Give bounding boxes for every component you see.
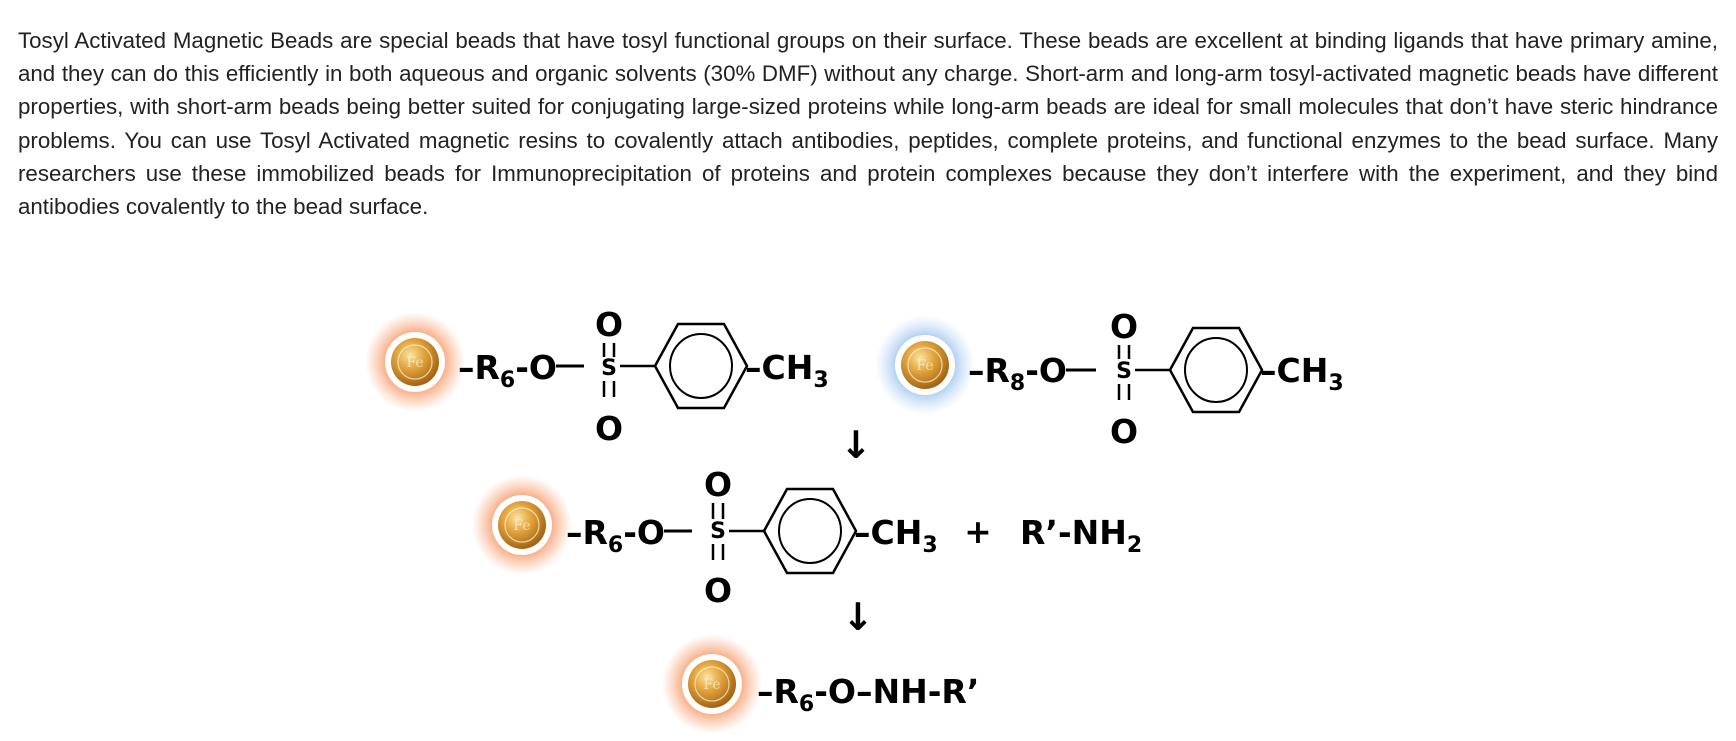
fe-label: Fe <box>406 355 424 371</box>
oxygen-top-2: O <box>1109 307 1139 346</box>
reaction-arrow-1: ↓ <box>840 423 872 467</box>
oxygen-bottom-2: O <box>1109 412 1139 451</box>
oxygen-bottom-1: O <box>594 409 624 448</box>
amine-reagent: $R’-NH_2$ <box>1020 513 1143 558</box>
fe-label: Fe <box>513 518 531 534</box>
long-arm-linker: $-R_8-O$ <box>968 351 1067 396</box>
methyl-3: $-CH_3$ <box>854 513 938 558</box>
short-arm-linker-2: $-R_6-O$ <box>566 513 665 558</box>
product-linker: $-R_6-O-NH-R$’ <box>757 672 980 717</box>
plus-sign: + <box>964 512 992 551</box>
benzene-ring-1 <box>655 324 747 408</box>
oxygen-top-3: O <box>703 465 733 504</box>
description-paragraph: Tosyl Activated Magnetic Beads are special beads that have tosyl functional groups on their surface. These beads are excellent at binding ligands that have primary amine, and they can do this efficiently in both aqueous and organic solvents (30% DMF) without any charge. Short-arm and long-arm tosyl-activated magnetic beads have different properties, with short-arm beads being better suited for conjugating large-sized proteins while long-arm beads are ideal for small molecules that don’t have steric hindrance problems. You can use Tosyl Activated magnetic resins to covalently attach antibodies, peptides, complete proteins, and functional enzymes to the bead surface. Many researchers use these immobilized beads for Immunoprecipitation of proteins and protein complexes because they don’t interfere with the experiment, and they bind antibodies covalently to the bead surface. <box>18 28 1718 220</box>
sulfur-1: S <box>601 356 617 381</box>
oxygen-bottom-3: O <box>703 571 733 610</box>
reaction-arrow-2: ↓ <box>842 595 874 639</box>
fe-label: Fe <box>703 677 721 693</box>
short-arm-linker-1: $-R_6-O$ <box>458 348 557 393</box>
bead-product <box>662 634 762 734</box>
benzene-ring-3 <box>764 489 856 573</box>
fe-label: Fe <box>916 358 934 374</box>
sulfur-3: S <box>710 519 726 544</box>
methyl-1: $-CH_3$ <box>745 348 829 393</box>
bead-short-arm-2 <box>472 475 572 575</box>
oxygen-top-1: O <box>594 305 624 344</box>
benzene-ring-2 <box>1170 328 1262 412</box>
bead-long-arm <box>875 315 975 415</box>
sulfur-2: S <box>1116 359 1132 384</box>
methyl-2: $-CH_3$ <box>1260 351 1344 396</box>
bead-short-arm-1 <box>365 312 465 412</box>
